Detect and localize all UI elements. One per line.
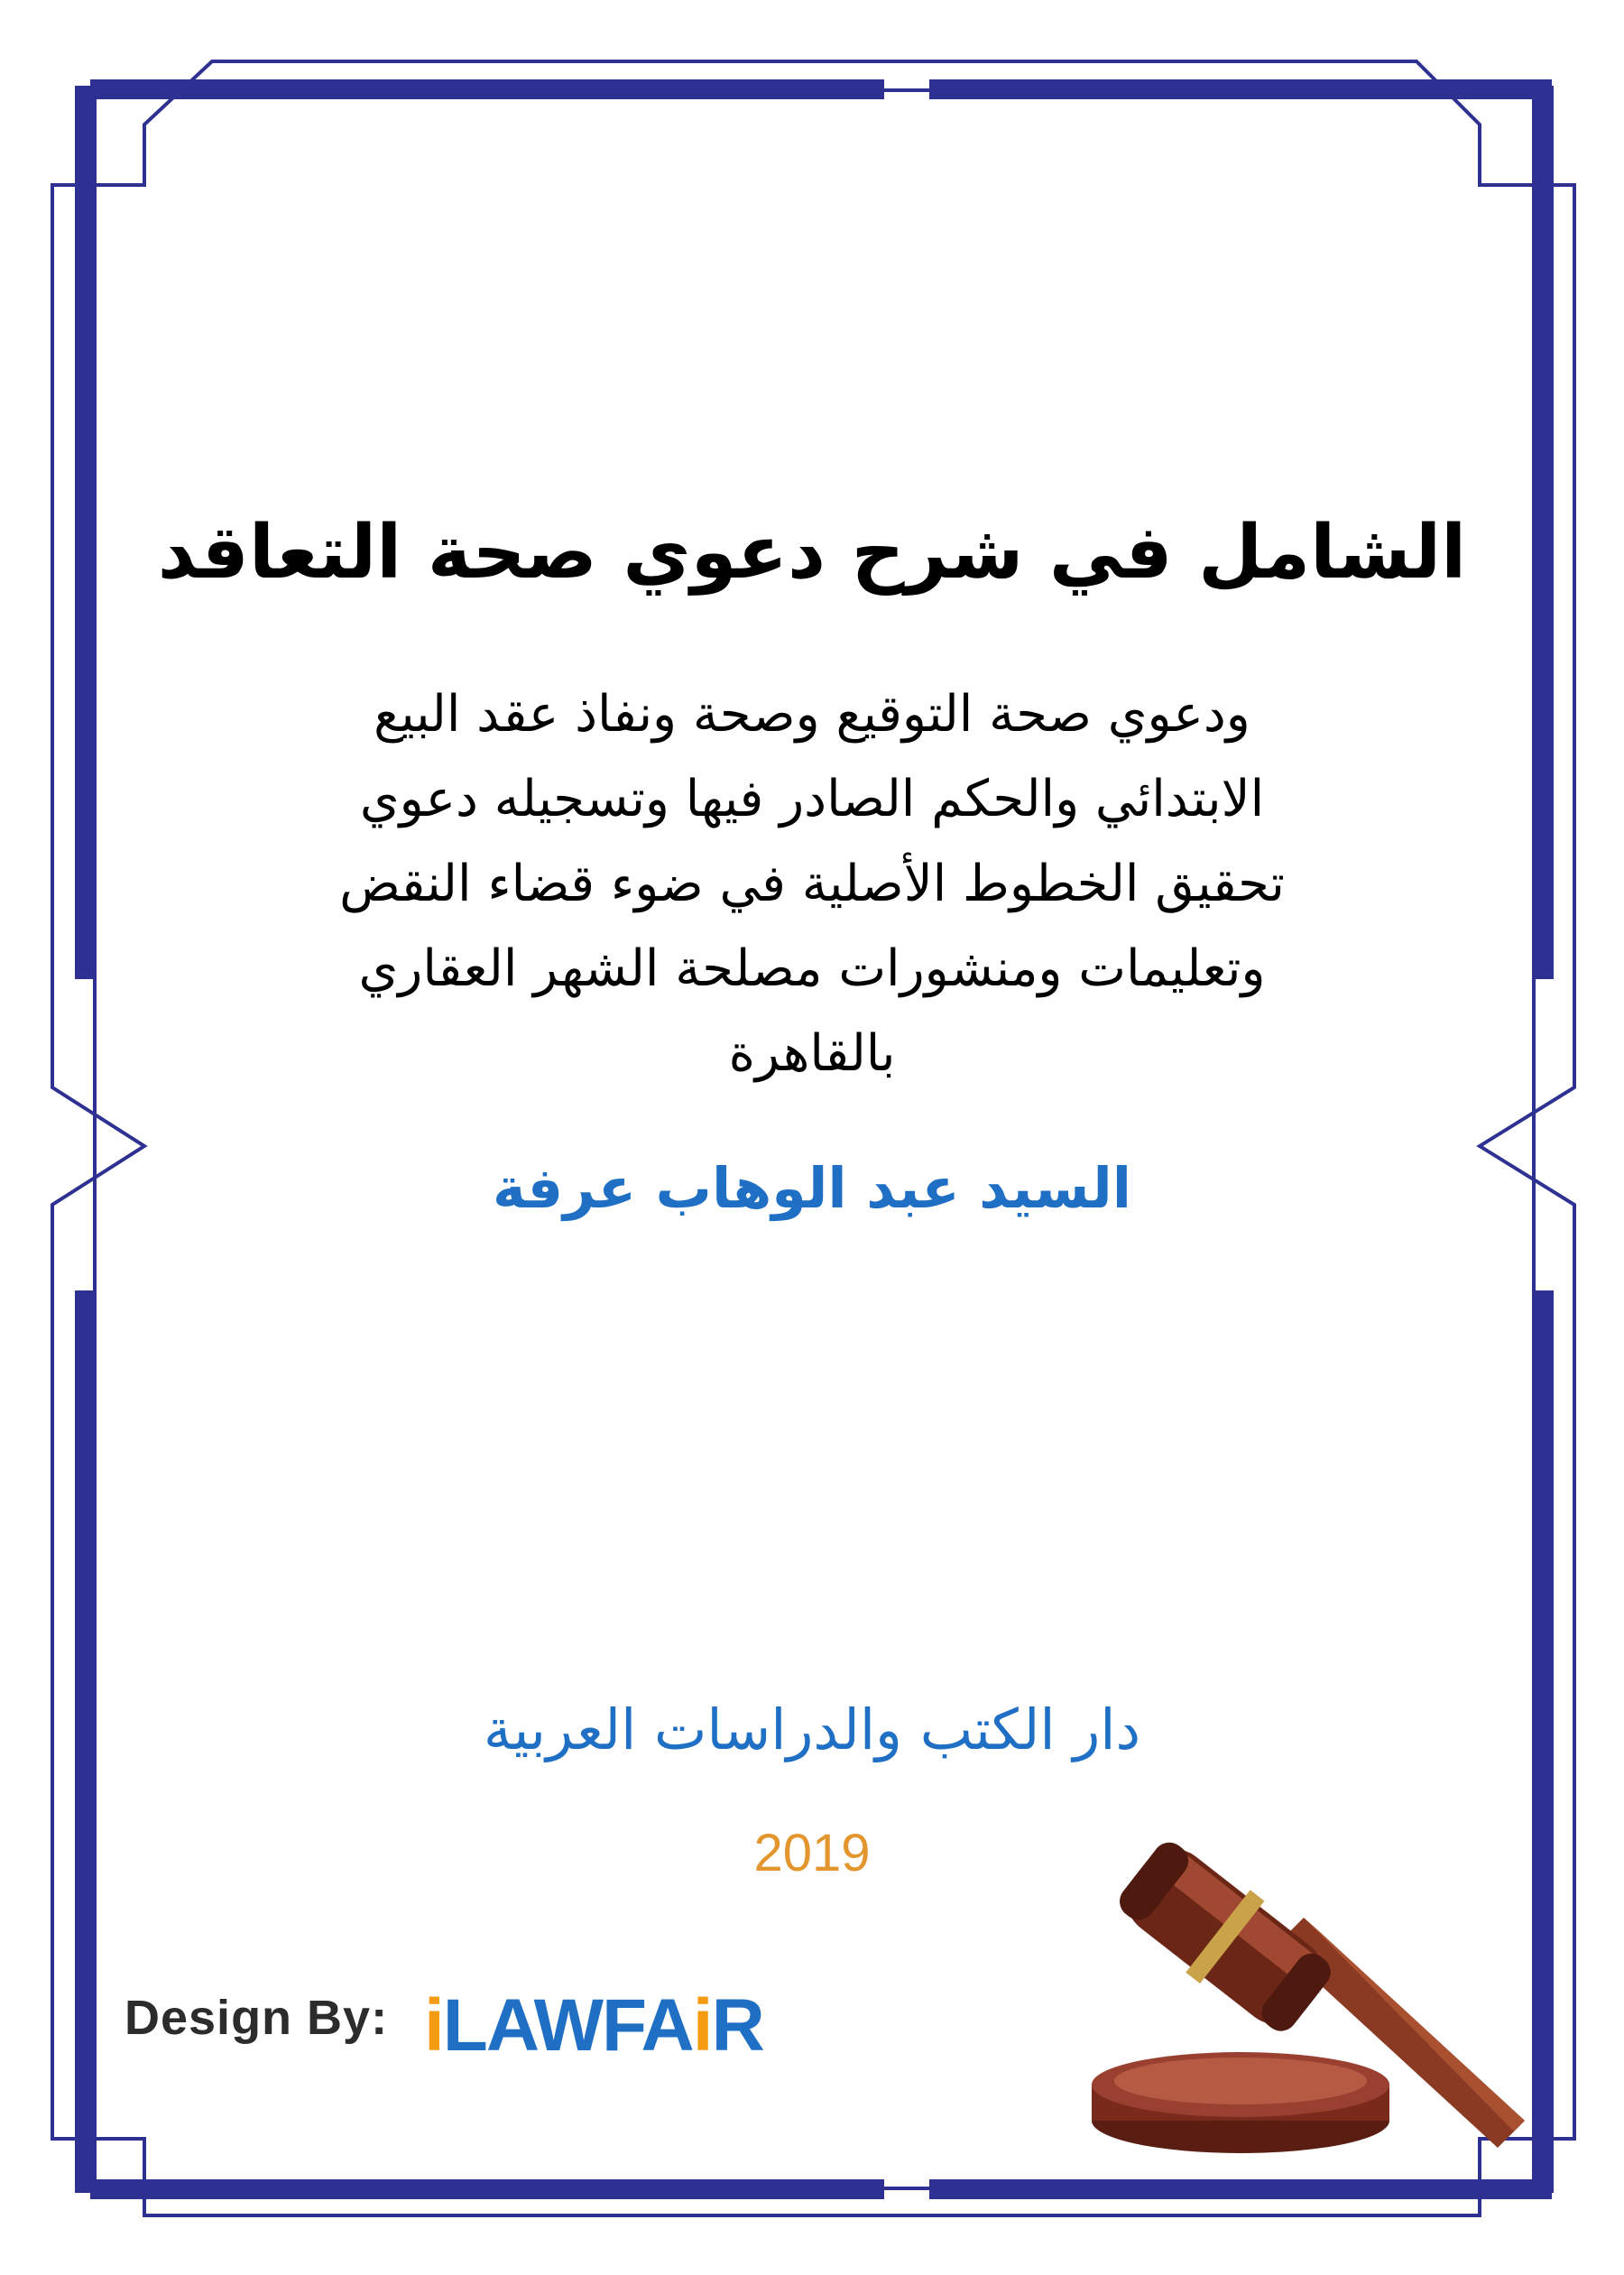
subtitle-line: تحقيق الخطوط الأصلية في ضوء قضاء النقض <box>339 855 1285 913</box>
publisher-name: دار الكتب والدراسات العربية <box>483 1697 1141 1762</box>
publication-year: 2019 <box>753 1824 871 1882</box>
design-credit-label: Design By: <box>125 1991 389 2045</box>
subtitle-line: بالقاهرة <box>728 1024 896 1083</box>
subtitle-line: الابتدائي والحكم الصادر فيها وتسجيله دعوي <box>359 770 1265 828</box>
gavel-icon <box>1083 1823 1552 2166</box>
book-subtitle <box>271 672 1353 1096</box>
subtitle-line: ودعوي صحة التوقيع وصحة ونفاذ عقد البيع <box>374 685 1250 744</box>
book-author: السيد عبد الوهاب عرفة <box>492 1155 1132 1221</box>
ilawfair-logo: iLAWFAiR <box>424 1984 763 2067</box>
book-title: الشامل في شرح دعوي صحة التعاقد <box>157 510 1467 596</box>
subtitle-line: وتعليمات ومنشورات مصلحة الشهر العقاري <box>358 939 1266 998</box>
